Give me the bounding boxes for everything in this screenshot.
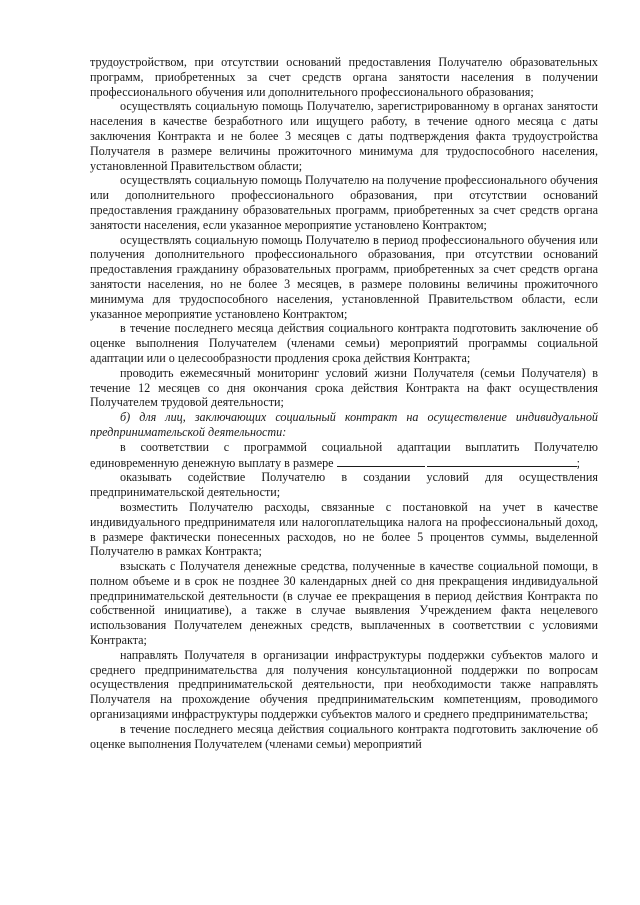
amount-blank-field [337,455,425,467]
paragraph-assist-conditions: оказывать содействие Получателю в создании условий для осуществления предпринимательской деятельности; [90,470,598,500]
paragraph-reimburse-registration: возместить Получателю расходы, связанные с постановкой на учет в качестве индивидуального предпринимателя или налогоплательщика налога на профессиональный доход, в размере фактически понесенных расходов, но не более 5 процентов суммы, выделенной Получателю в рамках Контракта; [90,499,598,559]
blank-terminator: ; [576,455,580,470]
section-heading-entrepreneurs: б) для лиц, заключающих социальный контракт на осуществление индивидуальной предпринимательской деятельности: [90,410,598,439]
paragraph-social-aid-unemployed: осуществлять социальную помощь Получателю, зарегистрированному в органах занятости населения в качестве безработного или ищущего работу, в течение одного месяца с даты заключения Контракта и не более 3 месяцев с даты подтверждения факта трудоустройства Получателя в размере величины прожиточного минимума для трудоспособного населения, установленной Правительством области; [90,99,598,173]
amount-words-blank-field [427,455,577,467]
paragraph-final-month-assessment-2: в течение последнего месяца действия социального контракта подготовить заключение об оценке выполнения Получателем (членами семьи) мероприятий [90,721,598,751]
paragraph-refer-support-infrastructure: направлять Получателя в организации инфраструктуры поддержки субъектов малого и среднего предпринимательства для получения консультационной поддержки по вопросам осуществления предпринимательской деятельности, при необходимости также направлять Получателя на прохождение обучения предпринимательским компетенциям, проводимого организациями инфраструктуры поддержки субъектов малого и среднего предпринимательства; [90,647,598,722]
document-page [90,55,598,751]
paragraph-social-aid-training-period: осуществлять социальную помощь Получателю в период профессионального обучения или получения дополнительного профессионального образования, при отсутствии оснований предоставления гражданину образовательных программ, приобретенных за счет средств органа занятости населения, но не более 3 месяцев, в размере половины величины прожиточного минимума для трудоспособного населения, установленной Правительством области, если указанное мероприятие установлено Контрактом; [90,232,598,321]
paragraph-lump-sum-payment [90,440,598,471]
paragraph-final-month-assessment: в течение последнего месяца действия социального контракта подготовить заключение об оценке выполнения Получателем (членами семьи) мероприятий программы социальной адаптации или о целесообразности продления срока действия Контракта; [90,321,598,365]
lump-sum-text: в соответствии с программой социальной адаптации выплатить Получателю единовременную денежную выплату в размере [90,439,598,470]
paragraph-recover-funds: взыскать с Получателя денежные средства, полученные в качестве социальной помощи, в полном объеме и в срок не позднее 30 календарных дней со дня прекращения индивидуальной предпринимательской деятельности (в случае ее прекращения в период действия Контракта по собственной инициативе), а также в случае выявления Учреждением факта нецелевого использования Получателем денежных средств, выплаченных в соответствии с условиями Контракта; [90,559,598,648]
paragraph-employment-education: трудоустройством, при отсутствии оснований предоставления Получателю образовательных программ, приобретенных за счет средств органа занятости населения в получении профессионального обучения или дополнительного профессионального образования; [90,55,598,99]
paragraph-monthly-monitoring: проводить ежемесячный мониторинг условий жизни Получателя (семьи Получателя) в течение 12 месяцев со дня окончания срока действия Контракта на факт осуществления Получателем трудовой деятельности; [90,365,598,410]
paragraph-social-aid-training: осуществлять социальную помощь Получателю на получение профессионального обучения или дополнительного профессионального образования, при отсутствии оснований предоставления гражданину образовательных программ, приобретенных за счет средств органа занятости населения, если указанное мероприятие установлено Контрактом; [90,173,598,232]
